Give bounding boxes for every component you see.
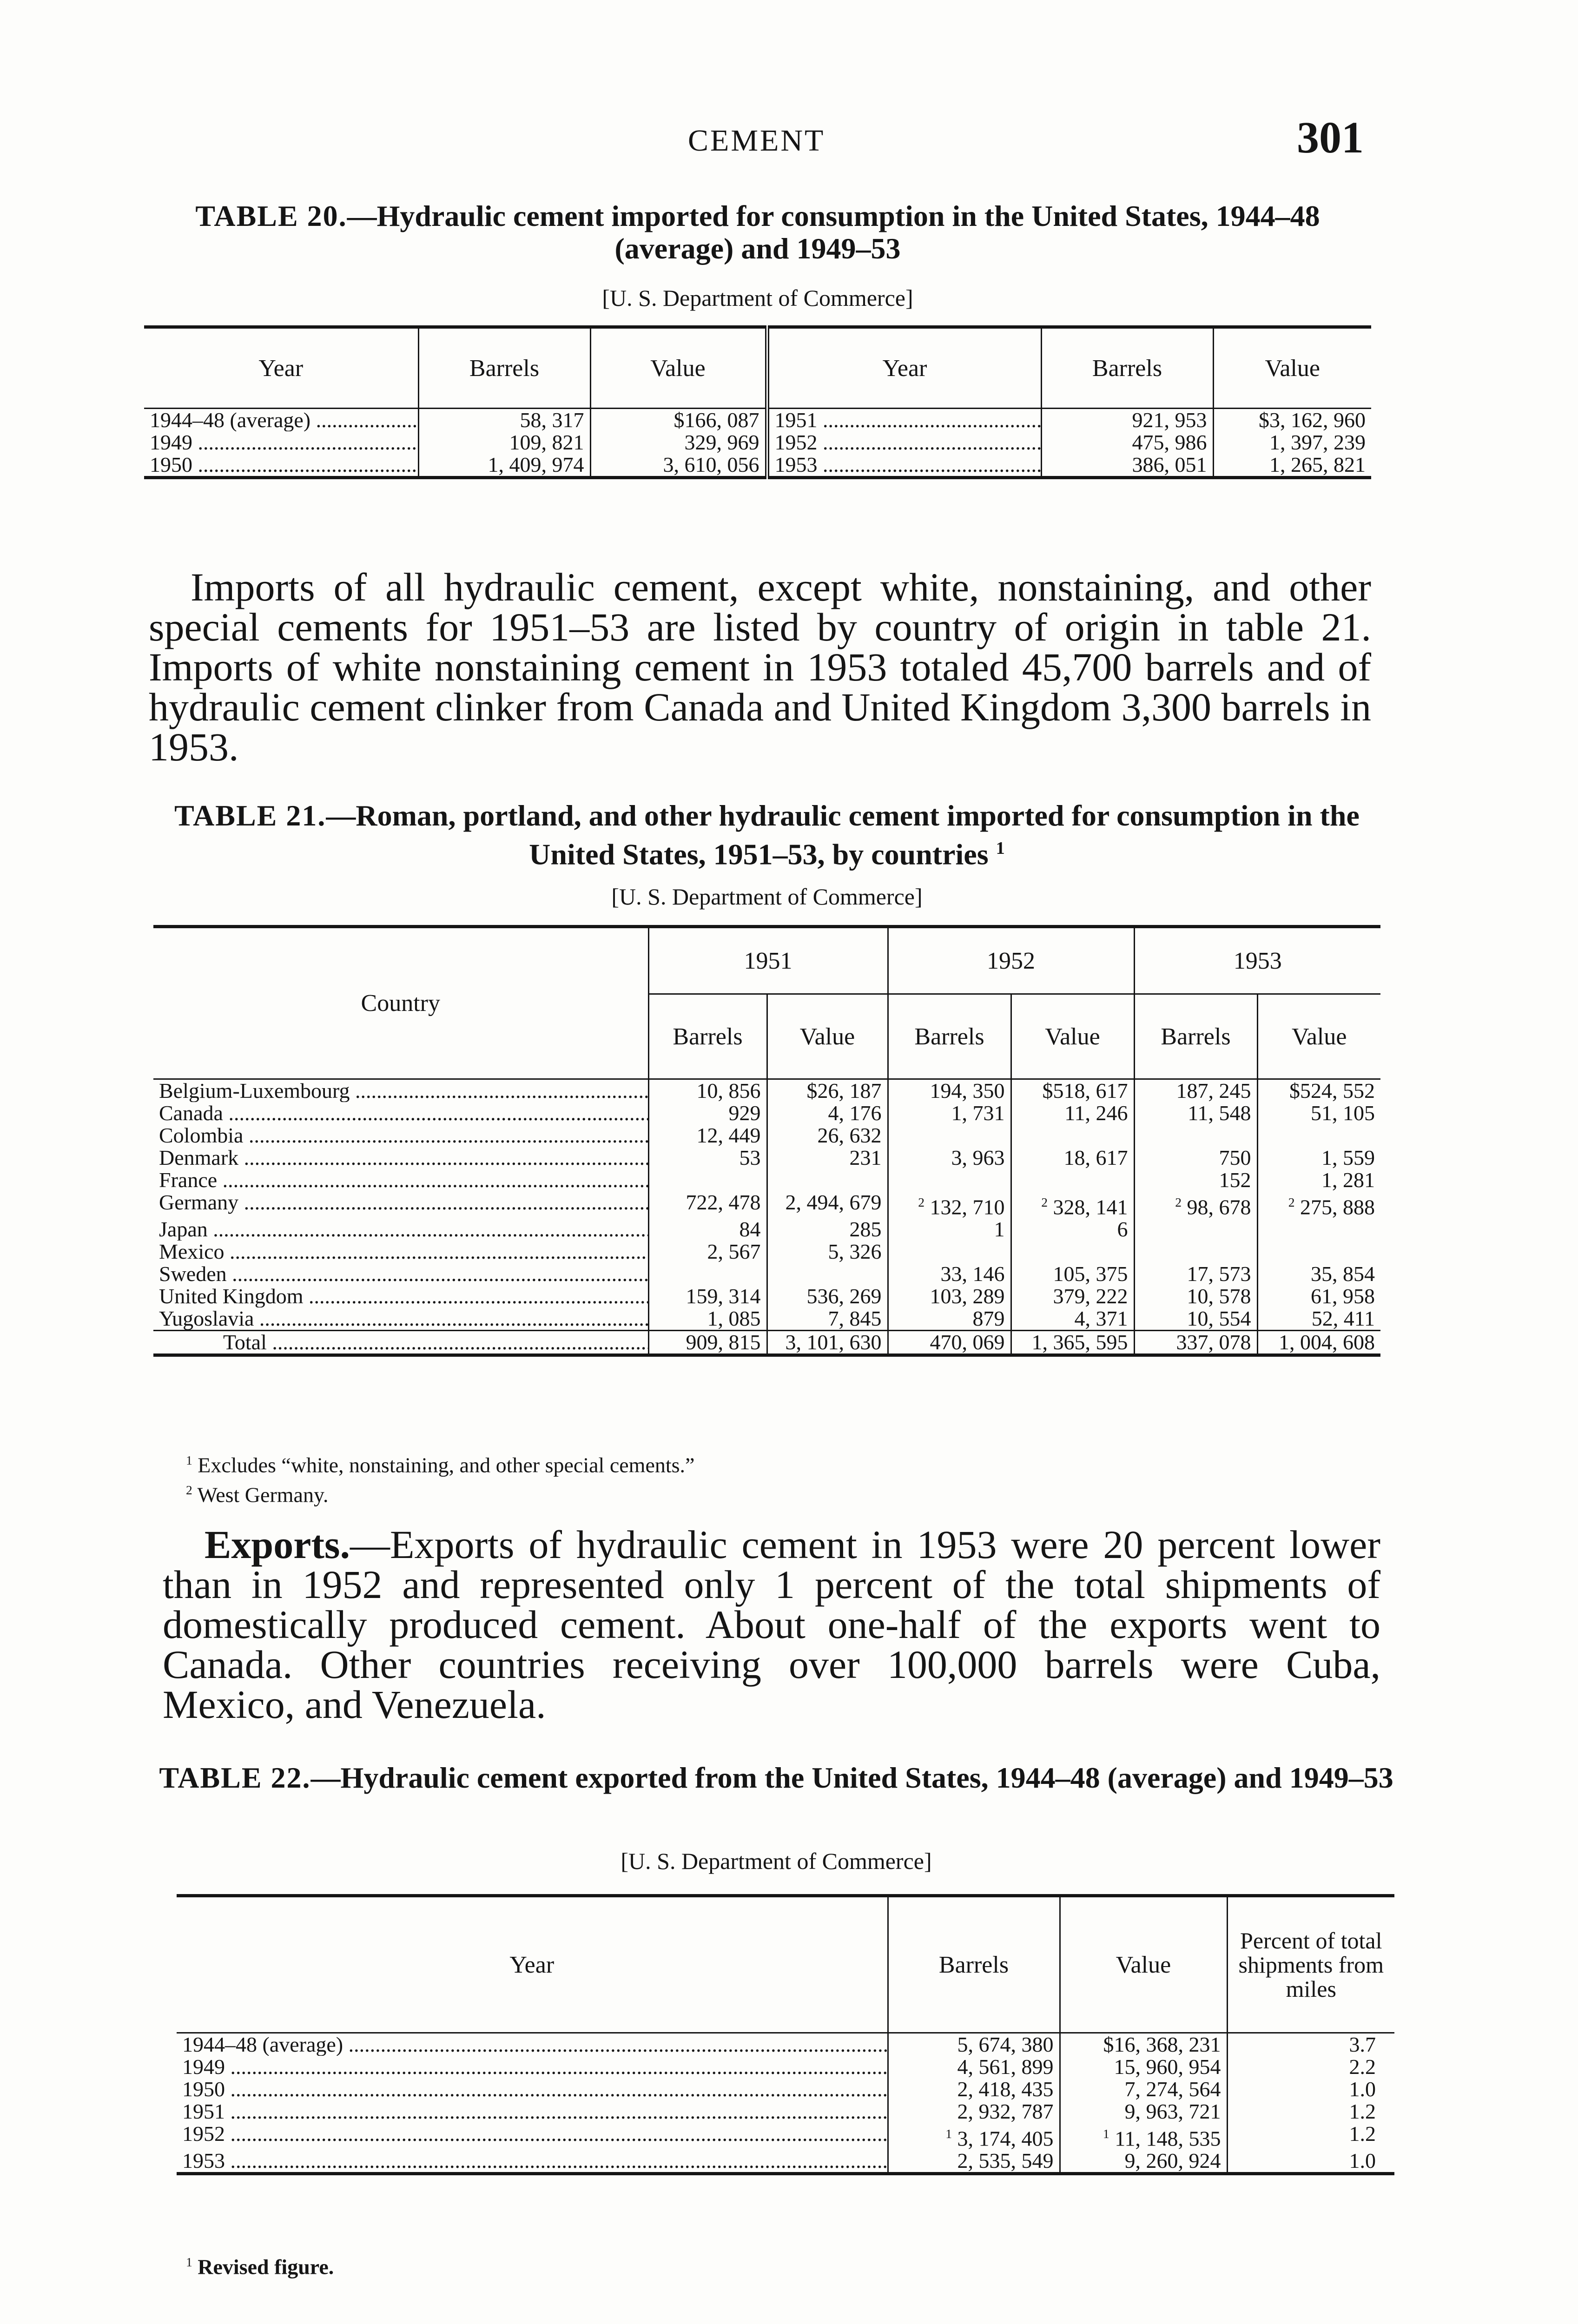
value-cell — [1060, 2056, 1227, 2078]
table20-col-year-2: Year — [767, 327, 1041, 409]
table21 — [153, 925, 1380, 1357]
cell-value: 10, 578 — [1187, 1284, 1251, 1308]
barrels-cell — [888, 1191, 1011, 1218]
barrels-cell: 58, 317 — [418, 409, 590, 432]
footnote-mark: 1 — [945, 2126, 952, 2141]
barrels-cell — [888, 2100, 1060, 2123]
table20-label: TABLE 20. — [195, 199, 347, 232]
value-cell — [767, 1241, 888, 1263]
table-row — [153, 1241, 1380, 1263]
value-cell — [1060, 2033, 1227, 2056]
cell-value: 285 — [849, 1217, 882, 1241]
table-row — [144, 454, 1371, 478]
barrels-cell — [1134, 1307, 1257, 1331]
cell-value: 2, 567 — [707, 1240, 761, 1264]
value-cell — [1011, 1307, 1134, 1331]
country-cell: Belgium-Luxembourg ..... — [153, 1079, 648, 1103]
barrels-cell — [648, 1241, 767, 1263]
percent-cell — [1227, 2150, 1394, 2174]
barrels-cell — [648, 1124, 767, 1147]
cell-value: 51, 105 — [1311, 1101, 1375, 1125]
value-cell — [1257, 1169, 1380, 1191]
table22-col-year: Year — [177, 1896, 888, 2033]
table21-header-row — [153, 927, 1380, 994]
cell-value: 61, 958 — [1311, 1284, 1375, 1308]
barrels-cell — [1134, 1147, 1257, 1169]
value-cell — [767, 1263, 888, 1285]
value-cell — [1257, 1263, 1380, 1285]
total-label: Total ..... — [153, 1331, 648, 1355]
total-cell: 909, 815 — [648, 1331, 767, 1355]
value-cell — [1011, 1079, 1134, 1103]
table21-year-1951: 1951 — [648, 927, 888, 994]
value-cell: $166, 087 — [590, 409, 767, 432]
country-cell: Denmark ..... — [153, 1147, 648, 1169]
cell-value: 2.2 — [1349, 2055, 1376, 2079]
value-cell: 329, 969 — [590, 431, 767, 454]
cell-value: 84 — [739, 1217, 761, 1241]
cell-value: $26, 187 — [806, 1079, 882, 1103]
cell-value: 9, 260, 924 — [1124, 2149, 1221, 2173]
table21-source: [U. S. Department of Commerce] — [611, 884, 923, 910]
cell-value: 750 — [1219, 1146, 1251, 1169]
table21-col-barrels: Barrels — [1134, 994, 1257, 1079]
value-cell — [767, 1147, 888, 1169]
value-cell — [1011, 1285, 1134, 1307]
barrels-cell — [1134, 1241, 1257, 1263]
table22-title: —Hydraulic cement exported from the United States, 1944–48 (average) and 1949–53 — [310, 1761, 1393, 1794]
cell-value: 5, 326 — [828, 1240, 882, 1264]
barrels-cell — [648, 1102, 767, 1124]
cell-value: 10, 554 — [1187, 1307, 1251, 1331]
table-row — [153, 1147, 1380, 1169]
footnote-mark: 2 — [186, 1483, 192, 1498]
cell-value: 52, 411 — [1311, 1307, 1375, 1331]
barrels-cell — [1134, 1263, 1257, 1285]
table-row — [153, 1124, 1380, 1147]
table21-year-1953: 1953 — [1134, 927, 1380, 994]
table-row — [177, 2033, 1394, 2056]
table22-caption — [158, 1762, 1394, 1794]
value-cell — [1257, 1218, 1380, 1241]
cell-value: 35, 854 — [1311, 1262, 1375, 1286]
cell-value: 231 — [849, 1146, 882, 1169]
year-cell: 1949 ..... — [144, 431, 418, 454]
year-cell: 1944–48 (average) ..... — [177, 2033, 888, 2056]
percent-cell — [1227, 2056, 1394, 2078]
exports-paragraph — [163, 1522, 1380, 1727]
footnote-mark: 2 — [1288, 1195, 1295, 1209]
value-cell — [767, 1307, 888, 1331]
cell-value: 1, 281 — [1321, 1168, 1375, 1192]
table21-col-value: Value — [767, 994, 888, 1079]
barrels-cell — [1134, 1102, 1257, 1124]
barrels-cell — [888, 2056, 1060, 2078]
table-row — [177, 2078, 1394, 2100]
cell-value: 26, 632 — [817, 1123, 882, 1147]
table22-label: TABLE 22. — [159, 1761, 311, 1794]
barrels-cell — [888, 1079, 1011, 1103]
cell-value: 2, 932, 787 — [957, 2100, 1054, 2123]
barrels-cell: 921, 953 — [1041, 409, 1213, 432]
footnote-mark: 2 — [1175, 1195, 1182, 1209]
table-row — [177, 2100, 1394, 2123]
cell-value: 11, 148, 535 — [1115, 2126, 1221, 2151]
cell-value: 4, 561, 899 — [957, 2055, 1054, 2079]
cell-value: 6 — [1117, 1217, 1128, 1241]
running-head: CEMENT — [688, 124, 825, 158]
country-cell: Colombia ..... — [153, 1124, 648, 1147]
cell-value: 53 — [739, 1146, 761, 1169]
total-cell: 1, 365, 595 — [1011, 1331, 1134, 1355]
table22-col-percent: Percent of total shipments from miles — [1227, 1896, 1394, 2033]
cell-value: 5, 674, 380 — [957, 2033, 1054, 2056]
value-cell — [1257, 1285, 1380, 1307]
footnote-mark: 1 — [1103, 2126, 1109, 2141]
footnote-mark: 1 — [996, 838, 1005, 858]
barrels-cell — [1134, 1191, 1257, 1218]
percent-cell — [1227, 2100, 1394, 2123]
value-cell — [767, 1285, 888, 1307]
table20-col-barrels-2: Barrels — [1041, 327, 1213, 409]
footnote — [186, 2250, 1116, 2279]
table21-total-row — [153, 1331, 1380, 1355]
table22-col-value: Value — [1060, 1896, 1227, 2033]
cell-value: 536, 269 — [806, 1284, 882, 1308]
value-cell — [767, 1124, 888, 1147]
barrels-cell: 475, 986 — [1041, 431, 1213, 454]
table20-header-row — [144, 327, 1371, 409]
percent-cell — [1227, 2123, 1394, 2150]
value-cell — [1011, 1241, 1134, 1263]
cell-value: 3, 174, 405 — [957, 2126, 1054, 2151]
table-row — [144, 409, 1371, 432]
value-cell — [1257, 1241, 1380, 1263]
table21-year-1952: 1952 — [888, 927, 1134, 994]
table21-col-barrels: Barrels — [888, 994, 1011, 1079]
footnote — [186, 1448, 1301, 1478]
table21-footnotes — [186, 1448, 1301, 1508]
barrels-cell: 109, 821 — [418, 431, 590, 454]
table20-col-year: Year — [144, 327, 418, 409]
barrels-cell — [1134, 1218, 1257, 1241]
cell-value: $524, 552 — [1289, 1079, 1375, 1103]
percent-cell — [1227, 2078, 1394, 2100]
barrels-cell — [648, 1147, 767, 1169]
page-header — [0, 112, 1578, 167]
value-cell — [1011, 1169, 1134, 1191]
value-cell — [767, 1218, 888, 1241]
cell-value: 11, 548 — [1188, 1101, 1251, 1125]
cell-value: 17, 573 — [1187, 1262, 1251, 1286]
table-row — [153, 1191, 1380, 1218]
footnote-text: Excludes “white, nonstaining, and other special cements.” — [198, 1453, 695, 1477]
country-cell: Germany ..... — [153, 1191, 648, 1218]
cell-value: 1, 559 — [1321, 1146, 1375, 1169]
country-cell: France ..... — [153, 1169, 648, 1191]
country-cell: Canada ..... — [153, 1102, 648, 1124]
country-cell: Yugoslavia ..... — [153, 1307, 648, 1331]
year-cell: 1953 ..... — [177, 2150, 888, 2174]
value-cell — [1257, 1102, 1380, 1124]
cell-value: 1.2 — [1349, 2100, 1376, 2123]
year-cell: 1949 ..... — [177, 2056, 888, 2078]
cell-value: 15, 960, 954 — [1114, 2055, 1221, 2079]
table21-title: —Roman, portland, and other hydraulic cement imported for consumption in the United States, 1951–53, by countries — [326, 799, 1360, 871]
cell-value: 105, 375 — [1053, 1262, 1128, 1286]
cell-value: 12, 449 — [696, 1123, 761, 1147]
cell-value: 879 — [972, 1307, 1005, 1331]
table-row — [153, 1079, 1380, 1103]
cell-value: 1.0 — [1349, 2077, 1376, 2101]
cell-value: 2, 494, 679 — [785, 1190, 882, 1214]
table20-source: [U. S. Department of Commerce] — [602, 285, 913, 311]
country-cell: Sweden ..... — [153, 1263, 648, 1285]
barrels-cell — [888, 2078, 1060, 2100]
cell-value: 1.2 — [1349, 2122, 1376, 2146]
footnote-mark: 1 — [186, 1453, 192, 1467]
year-cell: 1944–48 (average) ..... — [144, 409, 418, 432]
footnote-text: Revised figure. — [198, 2255, 334, 2279]
table20-col-value: Value — [590, 327, 767, 409]
value-cell — [1060, 2078, 1227, 2100]
country-cell: Mexico ..... — [153, 1241, 648, 1263]
table21-body — [153, 1079, 1380, 1331]
value-cell — [767, 1169, 888, 1191]
year-cell: 1953 ..... — [767, 454, 1041, 478]
table20-col-value-2: Value — [1213, 327, 1371, 409]
cell-value: 3.7 — [1349, 2033, 1376, 2056]
footnote-mark: 1 — [186, 2255, 192, 2269]
cell-value: 4, 176 — [828, 1101, 882, 1125]
cell-value: 275, 888 — [1300, 1195, 1375, 1219]
barrels-cell — [888, 1285, 1011, 1307]
footnote — [186, 1478, 1301, 1507]
cell-value: 152 — [1219, 1168, 1251, 1192]
footnote-mark: 2 — [918, 1195, 924, 1209]
value-cell: 3, 610, 056 — [590, 454, 767, 478]
barrels-cell — [888, 1147, 1011, 1169]
table21-col-value: Value — [1011, 994, 1134, 1079]
value-cell — [1060, 2100, 1227, 2123]
cell-value: 4, 371 — [1074, 1307, 1128, 1331]
table21-col-barrels: Barrels — [648, 994, 767, 1079]
value-cell — [1011, 1147, 1134, 1169]
year-cell: 1952 ..... — [177, 2123, 888, 2150]
value-cell — [1257, 1191, 1380, 1218]
value-cell: 1, 397, 239 — [1269, 430, 1366, 454]
table-row — [153, 1102, 1380, 1124]
cell-value: 722, 478 — [686, 1190, 761, 1214]
cell-value: $16, 368, 231 — [1103, 2033, 1221, 2056]
barrels-cell — [648, 1191, 767, 1218]
table22-header-row — [177, 1896, 1394, 2033]
value-cell — [1011, 1124, 1134, 1147]
value-cell: $3, 162, 960 — [1259, 408, 1366, 432]
table-row — [153, 1307, 1380, 1331]
year-cell: 1950 ..... — [177, 2078, 888, 2100]
barrels-cell — [648, 1307, 767, 1331]
table-row — [144, 431, 1371, 454]
value-cell — [1060, 2150, 1227, 2174]
cell-value: 98, 678 — [1187, 1195, 1251, 1219]
table20-col-barrels: Barrels — [418, 327, 590, 409]
year-cell: 1952 ..... — [767, 431, 1041, 454]
total-cell: 3, 101, 630 — [767, 1331, 888, 1355]
table-row — [177, 2056, 1394, 2078]
barrels-cell — [648, 1218, 767, 1241]
table21-col-country: Country — [153, 927, 648, 1079]
table21-caption — [149, 799, 1385, 871]
value-cell — [1011, 1218, 1134, 1241]
value-cell — [1257, 1079, 1380, 1103]
value-cell — [1257, 1147, 1380, 1169]
barrels-cell — [888, 1102, 1011, 1124]
cell-value: 328, 141 — [1053, 1195, 1128, 1219]
cell-value: 132, 710 — [930, 1195, 1005, 1219]
footnote-mark: 2 — [1041, 1195, 1048, 1209]
year-cell: 1950 ..... — [144, 454, 418, 478]
cell-value: 379, 222 — [1053, 1284, 1128, 1308]
cell-value: 33, 146 — [940, 1262, 1005, 1286]
table22-col-barrels: Barrels — [888, 1896, 1060, 2033]
barrels-cell — [1134, 1169, 1257, 1191]
barrels-cell — [888, 2033, 1060, 2056]
barrels-cell: 386, 051 — [1041, 454, 1213, 478]
table21-label: TABLE 21. — [174, 799, 326, 832]
barrels-cell — [648, 1169, 767, 1191]
cell-value: 187, 245 — [1176, 1079, 1251, 1103]
value-cell — [767, 1191, 888, 1218]
value-cell: 1, 265, 821 — [1269, 453, 1366, 476]
cell-value: 7, 274, 564 — [1124, 2077, 1221, 2101]
total-cell: 337, 078 — [1134, 1331, 1257, 1355]
barrels-cell — [888, 1263, 1011, 1285]
barrels-cell — [888, 1218, 1011, 1241]
value-cell — [767, 1102, 888, 1124]
value-cell — [1257, 1307, 1380, 1331]
value-cell — [767, 1079, 888, 1103]
barrels-cell — [1134, 1079, 1257, 1103]
table-row — [177, 2123, 1394, 2150]
value-cell — [1011, 1191, 1134, 1218]
cell-value: 7, 845 — [828, 1307, 882, 1331]
total-cell: 1, 004, 608 — [1257, 1331, 1380, 1355]
table20-title: —Hydraulic cement imported for consumption in the United States, 1944–48 (average) and 1949–53 — [347, 199, 1320, 265]
table20-caption — [139, 200, 1376, 265]
barrels-cell — [648, 1285, 767, 1307]
table22 — [177, 1894, 1394, 2175]
cell-value: 1 — [994, 1217, 1005, 1241]
barrels-cell — [648, 1079, 767, 1103]
barrels-cell — [648, 1263, 767, 1285]
cell-value: 103, 289 — [930, 1284, 1005, 1308]
table22-body — [177, 2033, 1394, 2174]
barrels-cell — [888, 1124, 1011, 1147]
cell-value: 2, 535, 549 — [957, 2149, 1054, 2173]
table-row — [153, 1263, 1380, 1285]
table-row — [177, 2150, 1394, 2174]
cell-value: $518, 617 — [1042, 1079, 1128, 1103]
imports-paragraph: Imports of all hydraulic cement, except white, nonstaining, and other special cements for 1951–53 are listed by country of origin in table 21. Imports of white nonstaining cement in 1953 totaled 45,700 barrels and of hydraulic cement clinker from Canada and United Kingdom 3,300 barrels in 1953. — [149, 565, 1371, 769]
cell-value: 1.0 — [1349, 2149, 1376, 2173]
cell-value: 2, 418, 435 — [957, 2077, 1054, 2101]
value-cell — [1011, 1102, 1134, 1124]
barrels-cell — [888, 1241, 1011, 1263]
footnote-text: West Germany. — [197, 1483, 329, 1507]
table-row — [153, 1218, 1380, 1241]
table21-col-value: Value — [1257, 994, 1380, 1079]
cell-value: 10, 856 — [696, 1079, 761, 1103]
barrels-cell — [1134, 1285, 1257, 1307]
year-cell: 1951 ..... — [767, 409, 1041, 432]
cell-value: 11, 246 — [1064, 1101, 1128, 1125]
total-cell: 470, 069 — [888, 1331, 1011, 1355]
exports-heading: Exports. — [205, 1522, 350, 1567]
cell-value: 159, 314 — [686, 1284, 761, 1308]
page-number: 301 — [1297, 112, 1364, 162]
exports-text: —Exports of hydraulic cement in 1953 were 20 percent lower than in 1952 and represented only 1 percent of the total shipments of domestically produced cement. About one-half of the exports went to Canada. Other countries receiving over 100,000 barrels were Cuba, Mexico, and Venezuela. — [163, 1522, 1380, 1727]
barrels-cell: 1, 409, 974 — [418, 454, 590, 478]
table22-source: [U. S. Department of Commerce] — [621, 1848, 932, 1874]
value-cell — [1011, 1263, 1134, 1285]
barrels-cell — [1134, 1124, 1257, 1147]
cell-value: 194, 350 — [930, 1079, 1005, 1103]
table-row — [153, 1169, 1380, 1191]
table20 — [144, 325, 1371, 479]
value-cell — [1060, 2123, 1227, 2150]
value-cell — [1257, 1124, 1380, 1147]
cell-value: 929 — [728, 1101, 761, 1125]
table-row — [153, 1285, 1380, 1307]
barrels-cell — [888, 1169, 1011, 1191]
percent-cell — [1227, 2033, 1394, 2056]
barrels-cell — [888, 2150, 1060, 2174]
cell-value: 1, 731 — [951, 1101, 1005, 1125]
cell-value: 3, 963 — [951, 1146, 1005, 1169]
cell-value: 18, 617 — [1063, 1146, 1128, 1169]
barrels-cell — [888, 2123, 1060, 2150]
cell-value: 1, 085 — [707, 1307, 761, 1331]
country-cell: Japan ..... — [153, 1218, 648, 1241]
table22-footnotes — [186, 2250, 1116, 2279]
country-cell: United Kingdom ..... — [153, 1285, 648, 1307]
cell-value: 9, 963, 721 — [1124, 2100, 1221, 2123]
barrels-cell — [888, 1307, 1011, 1331]
year-cell: 1951 ..... — [177, 2100, 888, 2123]
